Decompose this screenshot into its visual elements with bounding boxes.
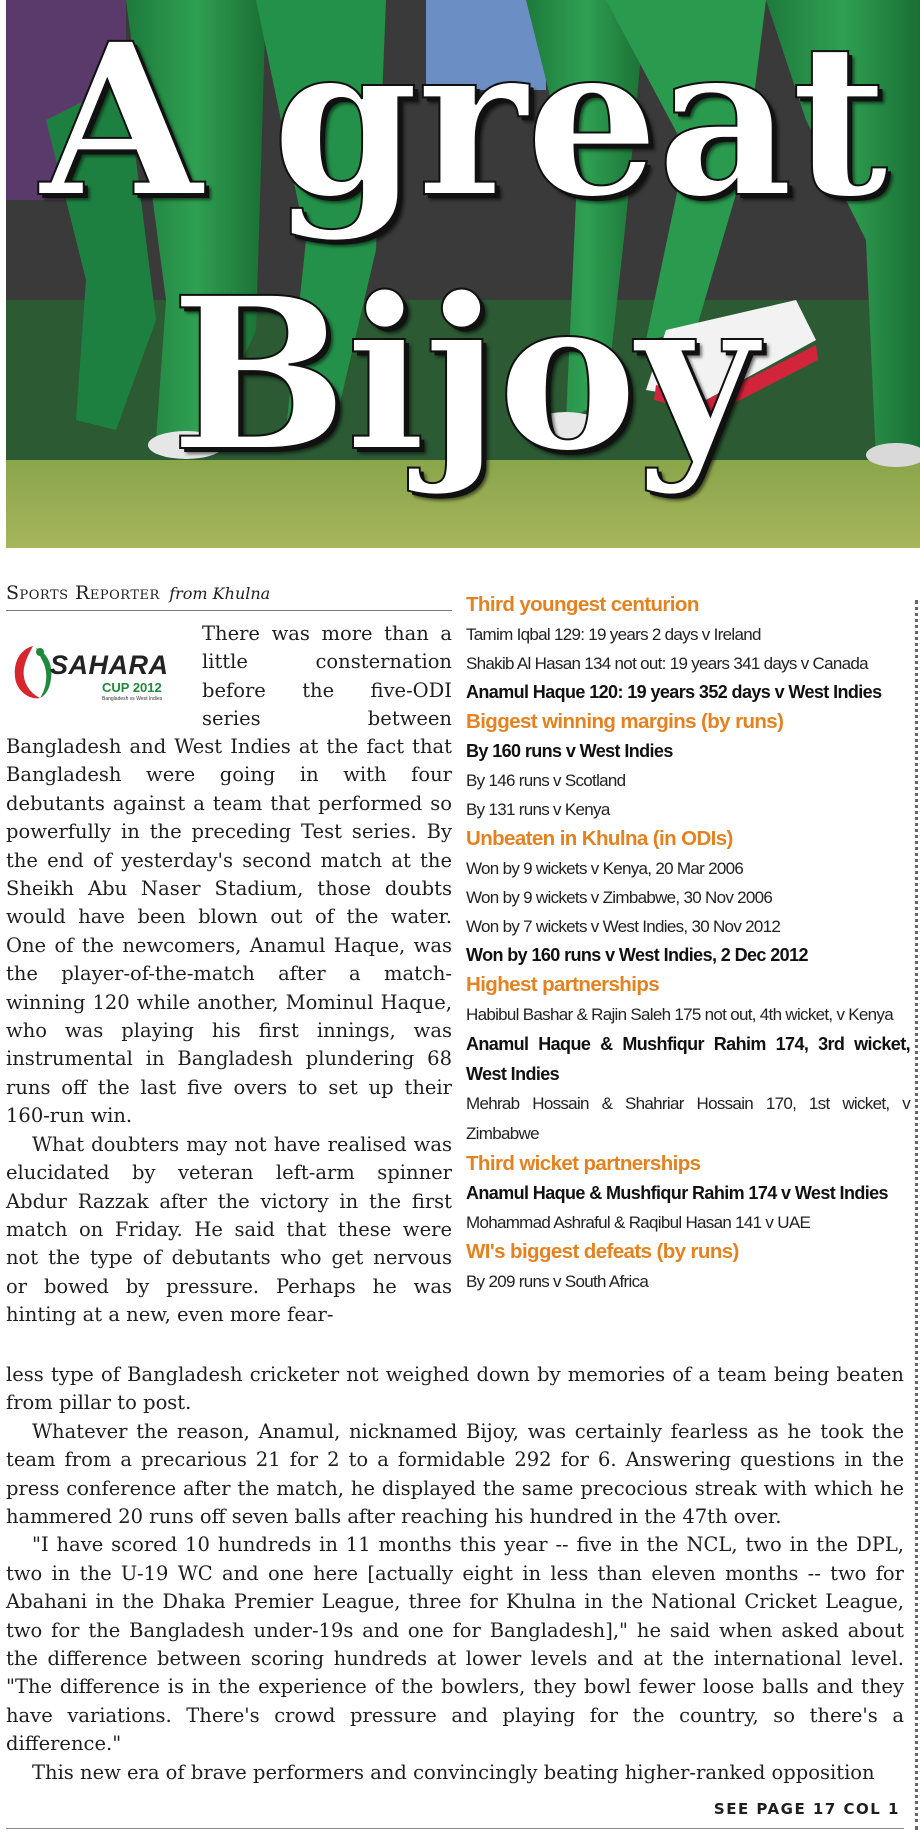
stats-row: Won by 9 wickets v Kenya, 20 Mar 2006 [466,859,744,878]
sahara-cup-logo [6,636,194,712]
hero-photo [6,0,920,548]
article-left-column [6,733,452,1330]
stats-row: Habibul Bashar & Rajin Saleh 175 not out, 4th wicket, v Kenya [466,1005,893,1024]
stats-section-heading: WI's biggest defeats (by runs) [466,1240,739,1263]
stats-row: Shakib Al Hasan 134 not out: 19 years 341 days v Canada [466,654,868,673]
stats-row: Anamul Haque & Mushfiqur Rahim 174 v West Indies [466,1183,888,1203]
byline-divider [6,610,452,611]
byline [6,582,270,604]
stats-row: Mohammad Ashraful & Raqibul Hasan 141 v UAE [466,1213,811,1232]
article-intro-text: There was more than a little consternation before the five-ODI series between [202,622,452,731]
article-paragraph-2-continued: less type of Bangladesh cricketer not weighed down by memories of a team being beaten from pillar to post. [6,1363,904,1415]
stats-row: Won by 9 wickets v Zimbabwe, 30 Nov 2006 [466,888,773,907]
bottom-divider [6,1828,904,1829]
article-full-width [6,1361,904,1787]
stats-row: Anamul Haque 120: 19 years 352 days v West Indies [466,682,882,702]
stats-row: By 131 runs v Kenya [466,800,610,819]
stats-section-heading: Third wicket partnerships [466,1152,701,1175]
stats-row: Anamul Haque & Mushfiqur Rahim 174, 3rd wicket, West Indies [466,1034,910,1084]
article-paragraph-3: Whatever the reason, Anamul, nicknamed Bijoy, was certainly fearless as he took the team from a precarious 21 for 2 to a formidable 292 for 6. Answering questions in the press conference after the match, he displayed the same precocious streak with which he hammered 20 runs off seven balls after reaching his hundred in the 47th over. [6,1419,904,1529]
logo-subtitle: Bangladesh vs West Indies [102,696,163,702]
stats-section-heading: Third youngest centurion [466,593,699,616]
byline-reporter: Sports Reporter [6,582,160,604]
stats-section-heading: Unbeaten in Khulna (in ODIs) [466,827,733,850]
stats-row: By 146 runs v Scotland [466,771,626,790]
stats-row: Tamim Iqbal 129: 19 years 2 days v Ireland [466,625,761,644]
article-paragraph-4: "I have scored 10 hundreds in 11 months this year -- five in the NCL, two in the DPL, two in the U-19 WC and one here [actually eight in less than eleven months -- two for Abahani in the Dhaka Premier League, three for Khulna in the National Cricket League, two for the Bangladesh under-19s and one for Bangladesh]," he said when asked about the difference between scoring hundreds at lower levels and at the international level. "The difference is in the experience of the bowlers, they bowl fewer loose balls and they have variations. There's crowd pressure and playing for the country, so there's a difference." [6,1533,904,1756]
stats-section-heading: Highest partnerships [466,973,660,996]
logo-wordmark: SAHARA [50,650,169,680]
logo-cup-year: CUP 2012 [102,680,162,695]
article-paragraph-1: Bangladesh and West Indies at the fact that Bangladesh were going in with four debutants against a team that performed so powerfully in the preceding Test series. By the end of yesterday's second match at the Sheikh Abu Naser Stadium, those doubts would have been blown out of the water. One of the newcomers, Anamul Haque, was the player-of-the-match after a match-winning 120 while another, Mominul Haque, who was playing his first innings, was instrumental in Bangladesh plundering 68 runs off the last five overs to set up their 160-run win. [6,735,452,1128]
byline-location: from Khulna [169,584,271,603]
stats-row: Mehrab Hossain & Shahriar Hossain 170, 1st wicket, v Zimbabwe [466,1094,910,1143]
stats-sidebar [466,590,910,1296]
stats-row: By 209 runs v South Africa [466,1272,649,1291]
article-paragraph-2: What doubters may not have realised was elucidated by veteran left-arm spinner Abdur Razzak after the victory in the first match on Friday. He said that these were not the type of debutants who get nervous or bowed by pressure. Perhaps he was hinting at a new, even more fear- [6,1132,452,1327]
headline-line-1: A great [39,0,887,244]
stats-row: Won by 160 runs v West Indies, 2 Dec 2012 [466,945,808,965]
stats-row: By 160 runs v West Indies [466,741,673,761]
headline-line-2: Bijoy [170,251,756,498]
continuation-note: SEE PAGE 17 COL 1 [713,1800,900,1818]
article-intro [202,620,452,734]
column-dotted-border [915,600,918,1830]
article-paragraph-5: This new era of brave performers and convincingly beating higher-ranked opposition [32,1760,875,1784]
stats-row: Won by 7 wickets v West Indies, 30 Nov 2012 [466,917,781,936]
stats-section-heading: Biggest winning margins (by runs) [466,710,784,733]
